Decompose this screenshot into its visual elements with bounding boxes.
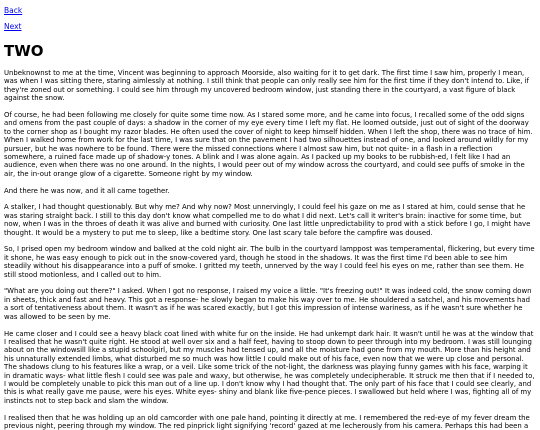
next-link[interactable]: Next [4, 22, 22, 31]
paragraph: Unbeknownst to me at the time, Vincent was beginning to approach Moorside, also waiting for it to get dark. The first time I saw him, properly I mean, was when I was sitting there, staring aimlessly at nothing. I still think that people can only really see him for the first time if they don't intend to. Like, if they're zoned out or something. I could see him through my uncovered bedroom window, just standing there in the courtyard, a vast figure of black against the snow. [4, 69, 529, 103]
paragraph: "What are you doing out there?" I asked. When I got no response, I raised my voice a little. "It's freezing out!" It was indeed cold, the snow coming down in sheets, thick and fast and heavy. This got a response- he slowly began to make his way over to me. He shouldered a satchel, and his movements had a sort of tentativeness about them. It wasn't as if he was scared exactly, but I got this impression of intense wariness, as if he wasn't sure whether he was allowed to be seen by me. [4, 287, 532, 321]
back-link[interactable]: Back [4, 6, 23, 15]
paragraph: So, I prised open my bedroom window and balked at the cold night air. The bulb in the courtyard lamppost was temperamental, flickering, but every time it shone, he was easy enough to pick out in the snow-covered yard, though he stood in the shadows. It was the first time I'd been able to see him steadily without his disappearance into a puff of smoke. I gritted my teeth, unnerved by the way I could feel his eyes on me, rather than see them. He still stood motionless, and I called out to him. [4, 245, 535, 279]
paragraph: And there he was now, and it all came together. [4, 186, 170, 195]
paragraph: Of course, he had been following me closely for quite some time now. As I stared some more, and he came into focus, I recalled some of the odd signs and omens from the past couple of days: a shadow in the corner of my eye every time I left my flat. He loomed outside, just out of sight of the doorway to the corner shop as I bought my razor blades. He often used the cover of night to keep himself hidden. When I left the shop, there was no trace of him. When I walked home from work for the last time, I was sure that on the pavement I had two silhouettes instead of one, and looked around wildly for my pursuer, but he was nowhere to be found. There were the missed connections where I almost saw him, but not quite- in a flash in a reflection somewhere, a ruined face made up of shadow-y tones. A blink and I was alone again. As I packed up my books to be rubbish-ed, I felt like I had an audience, even when there was no one around. In the nights, I would peer out of my window across the courtyard, and could see puffs of smoke in the air, the in-out orange glow of a cigarette. Someone right by my window. [4, 111, 533, 178]
chapter-body [4, 69, 536, 430]
paragraph: He came closer and I could see a heavy black coat lined with white fur on the inside. He had unkempt dark hair. It wasn't until he was at the window that I realised that he wasn't quite right. He stood at well over six and a half feet, having to stoop down to peer through into my bedroom. I was still lounging about on the windowsill like a stupid schoolgirl, but my muscles had tensed up, and all the moisture had gone from my mouth. More than his height and his unnaturally extended limbs, what disturbed me so much was how little I could make out of his face, even now that we were up close and personal. The shadows clung to his features like a wrap, or a veil. Like some trick of the not-light, the darkness was playing funny games with his face, warping it in dramatic ways- what little flesh I could see was pale and waxy, but otherwise, he was completely undecipherable. It struck me then that if I needed to, I would be completely unable to pick this man out of a line up. I don't know why I had thought that. The only part of his face that I could see clearly, and this is what really gave me pause, were his eyes. White eyes- shiny and blank like five-pence pieces. I swallowed but held where I was, fighting all of my instincts not to step back and slam the window. [4, 329, 535, 405]
paragraph: I realised then that he was holding up an old camcorder with one pale hand, pointing it directly at me. I remembered the red-eye of my fever dream the previous night, peering through my window. The red pinprick light signifying 'record' gazed at me lecherously from his camera. Perhaps this had been a [4, 413, 530, 430]
chapter-title: TWO [4, 42, 44, 60]
paragraph: A stalker, I had thought questionably. But why me? And why now? Most unnervingly, I could feel his gaze on me as I stared at him, could sense that he was staring straight back. I still to this day don't know what compelled me to do what I did next. Let's call it writer's brain: inactive for some time, but now, when I was in the throes of death it was alive and burned with curiosity. One last little unpredictability to prod with a stick before I go, I might have thought. It would be a mystery to put me to sleep, like a bedtime story. One last scary tale before the campfire was doused. [4, 203, 531, 237]
